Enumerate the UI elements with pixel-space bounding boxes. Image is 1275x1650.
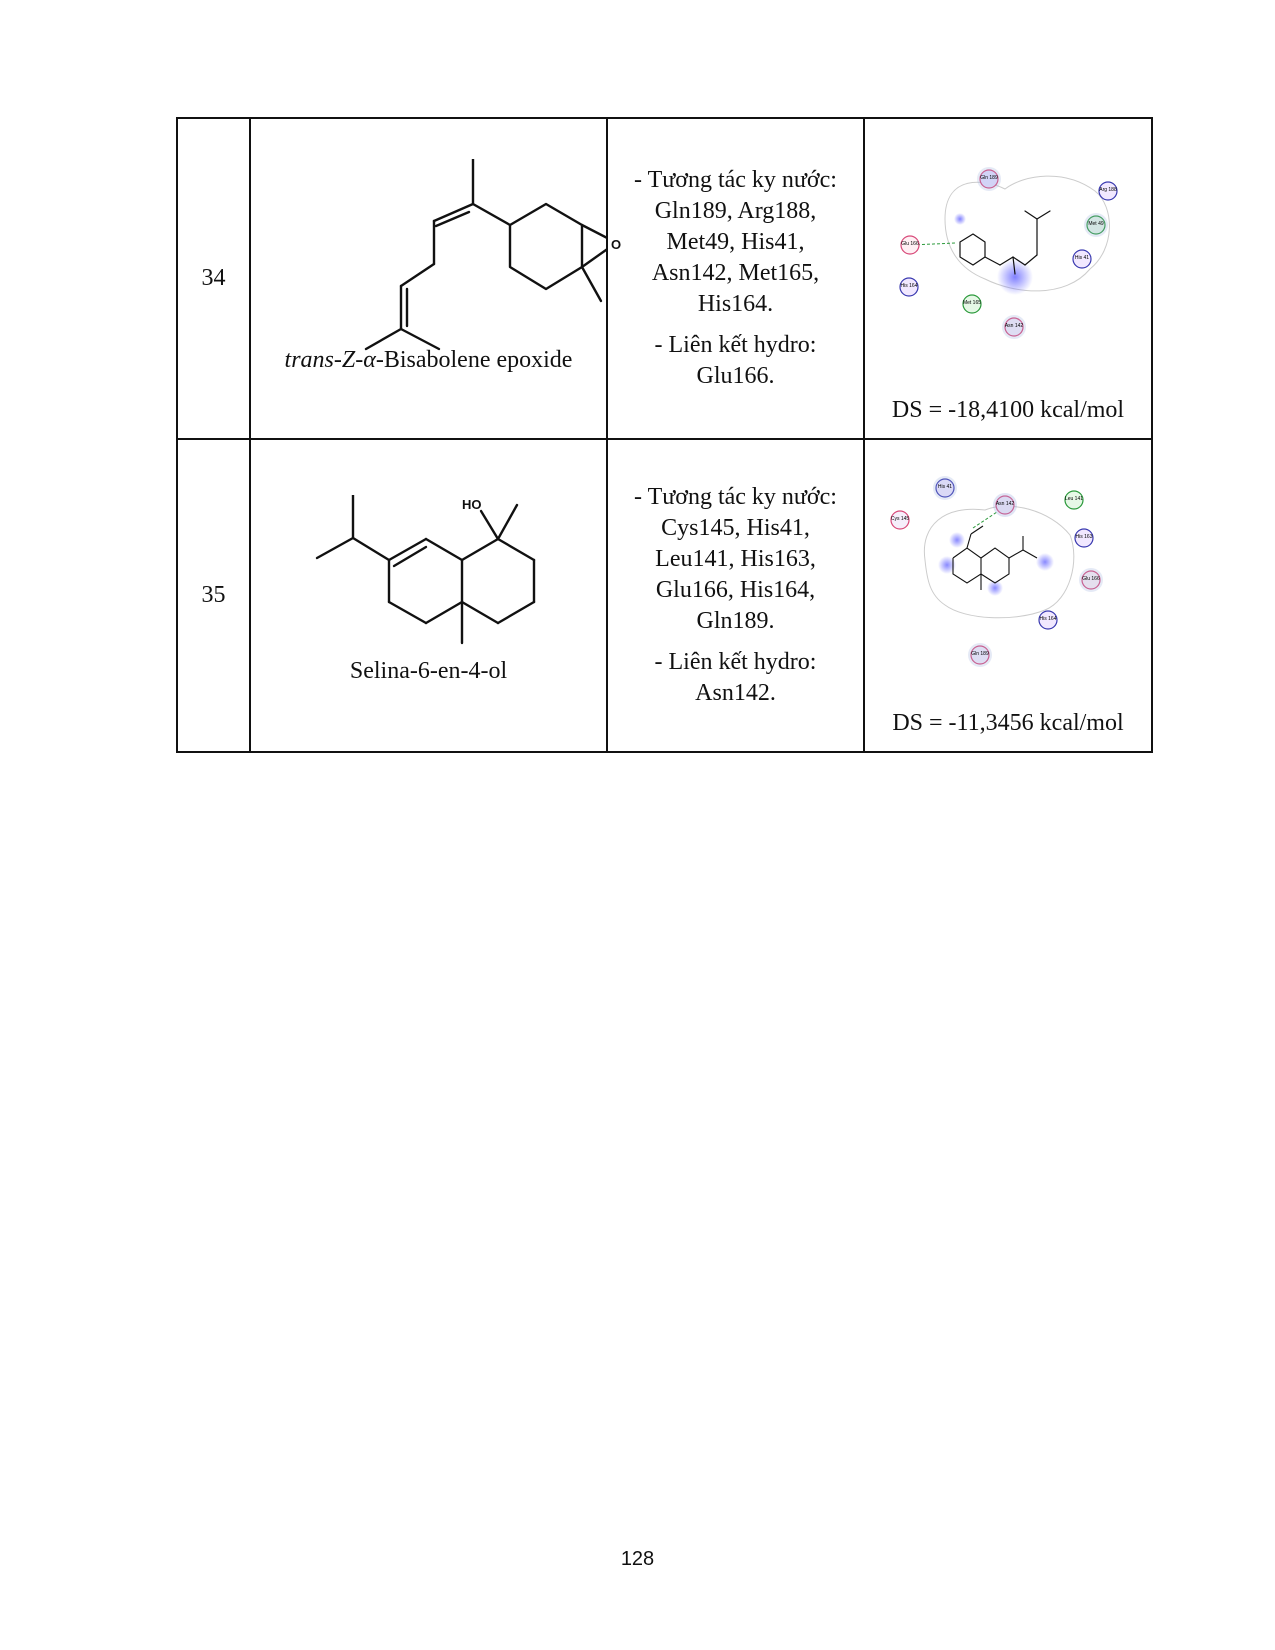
docking-score: DS = -11,3456 kcal/mol xyxy=(892,710,1124,736)
svg-text:His 163: His 163 xyxy=(1075,534,1093,540)
residue-line: Cys145, His41, xyxy=(661,515,810,541)
hbond-heading: - Liên kết hydro: xyxy=(654,332,817,358)
svg-text:Gln 189: Gln 189 xyxy=(971,651,989,657)
results-table xyxy=(176,117,1153,753)
svg-text:Met 165: Met 165 xyxy=(962,300,982,306)
svg-text:His 164: His 164 xyxy=(1039,616,1057,622)
table-row xyxy=(177,118,1152,439)
svg-text:His 164: His 164 xyxy=(900,283,918,289)
structure-cell xyxy=(250,439,607,752)
svg-text:Glu 166: Glu 166 xyxy=(901,241,919,247)
hydrophobic-block xyxy=(608,165,863,320)
hbond-residues: Asn142. xyxy=(695,680,776,706)
svg-text:Cys 145: Cys 145 xyxy=(890,516,910,522)
svg-text:Asn 142: Asn 142 xyxy=(995,501,1015,507)
svg-text:Asn 142: Asn 142 xyxy=(1004,323,1024,329)
residue-line: Asn142, Met165, xyxy=(651,260,820,286)
compound-name: Selina-6-en-4-ol xyxy=(349,658,508,684)
hydrophobic-heading: - Tương tác ky nước: xyxy=(634,167,837,193)
hydroxyl-label xyxy=(251,495,606,665)
interaction-cell xyxy=(607,439,864,752)
row-number: 34 xyxy=(177,118,250,439)
docking-cell xyxy=(864,439,1152,752)
svg-text:Arg 188: Arg 188 xyxy=(1099,187,1117,193)
residue-line: His164. xyxy=(697,291,774,317)
docking-diagram xyxy=(865,440,1151,680)
svg-text:His 41: His 41 xyxy=(937,484,953,490)
residue-line: Gln189, Arg188, xyxy=(654,198,817,224)
structure-cell xyxy=(250,118,622,439)
svg-text:Leu 141: Leu 141 xyxy=(1064,496,1084,502)
table-row xyxy=(177,439,1152,752)
residue-line: Gln189. xyxy=(696,608,775,634)
residue-line: Leu141, His163, xyxy=(655,546,816,572)
docking-cell xyxy=(864,118,1152,439)
svg-text:HO: HO xyxy=(462,497,482,512)
interaction-cell xyxy=(607,118,864,439)
residue-line: Glu166, His164, xyxy=(655,577,816,603)
svg-text:O: O xyxy=(611,237,622,252)
hbond-block xyxy=(608,330,863,392)
docking-score: DS = -18,4100 kcal/mol xyxy=(891,397,1125,423)
hbond-heading: - Liên kết hydro: xyxy=(654,649,817,675)
hbond-residues: Glu166. xyxy=(696,363,775,389)
page-number: 128 xyxy=(620,1548,655,1570)
hbond-block xyxy=(608,647,863,709)
compound-name: trans-Z-α-Bisabolene epoxide xyxy=(284,347,573,373)
svg-text:His 41: His 41 xyxy=(1074,255,1090,261)
hydrophobic-heading: - Tương tác ky nước: xyxy=(634,484,837,510)
svg-text:Gln 189: Gln 189 xyxy=(980,175,998,181)
svg-text:Met 49: Met 49 xyxy=(1088,221,1104,227)
svg-text:Glu 166: Glu 166 xyxy=(1082,576,1100,582)
docking-diagram xyxy=(865,119,1151,359)
row-number: 35 xyxy=(177,439,250,752)
hydrophobic-block xyxy=(608,482,863,637)
residue-line: Met49, His41, xyxy=(666,229,805,255)
